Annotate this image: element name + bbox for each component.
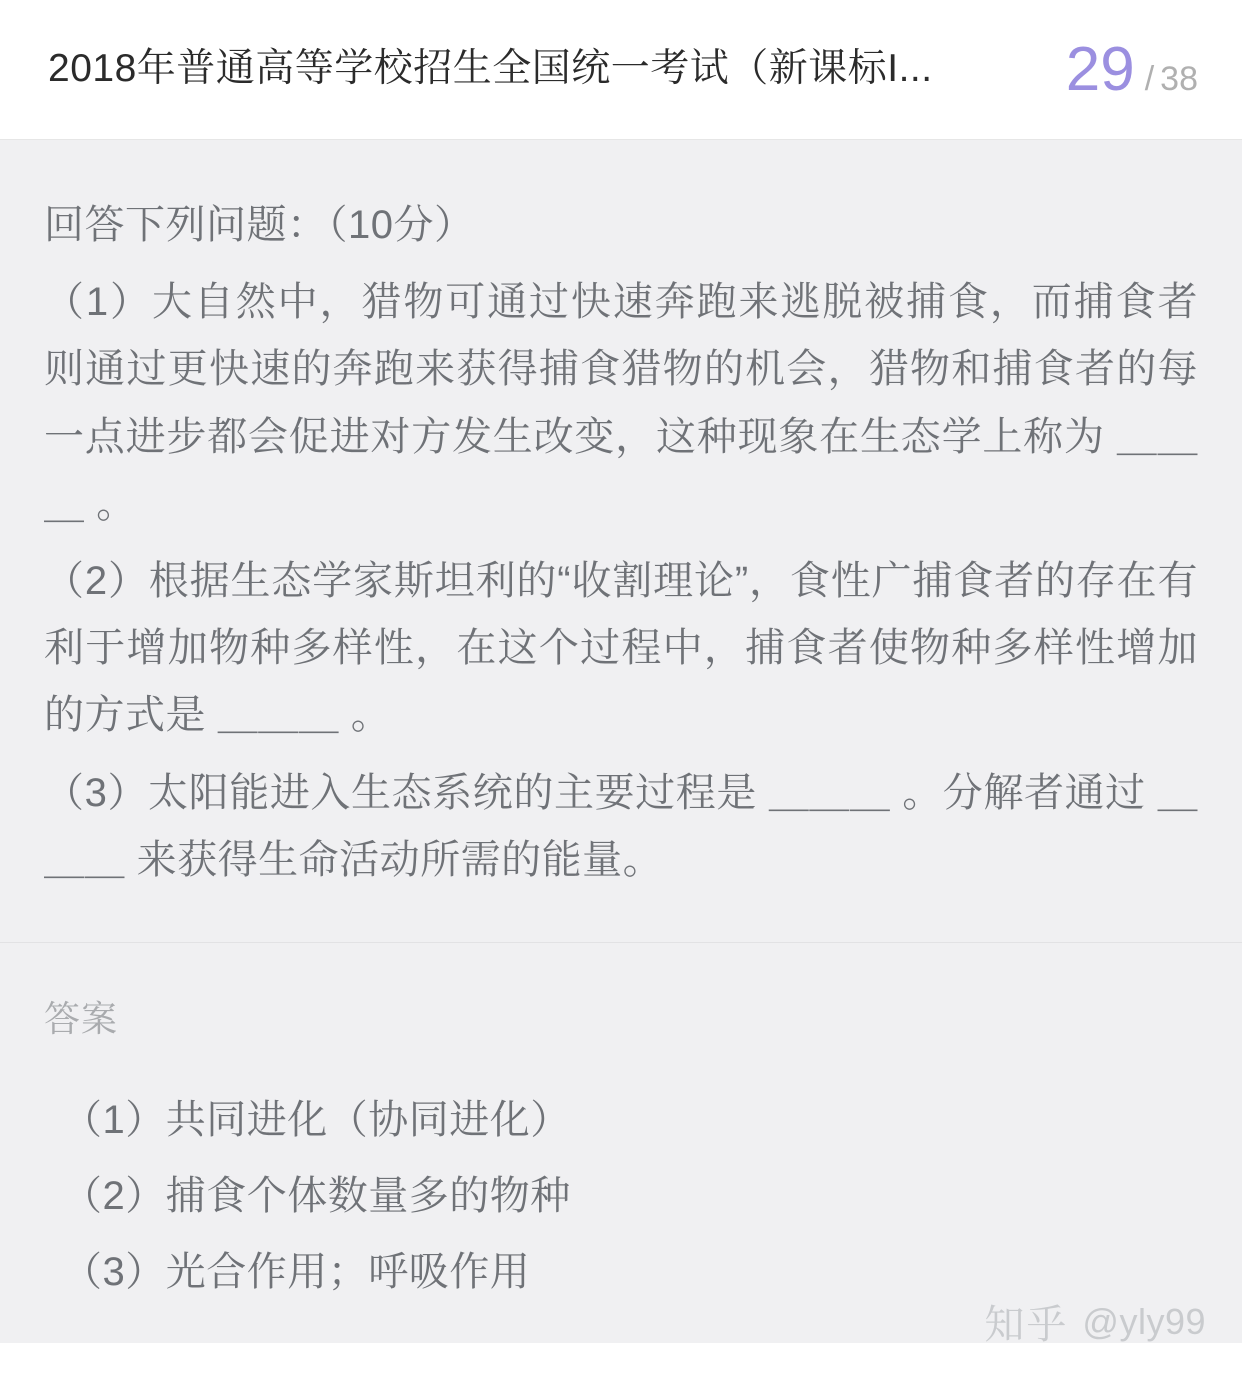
answer-item: （3）光合作用；呼吸作用 (62, 1249, 531, 1294)
page-indicator (1065, 34, 1198, 104)
watermark-username: @yly99 (1082, 1300, 1206, 1342)
page-current: 29 (1065, 34, 1135, 104)
app-header (0, 0, 1242, 140)
answer-item: （1）共同进化（协同进化） (62, 1097, 571, 1142)
page-total: 38 (1160, 59, 1198, 98)
answer-heading: 答案 (44, 997, 119, 1039)
answer-item: （2）捕食个体数量多的物种 (62, 1173, 571, 1218)
question-part-2: （2）根据生态学家斯坦利的“收割理论”，食性广捕食者的存在有利于增加物种多样性，在这个过程中，捕食者使物种多样性增加的方式是 ＿＿＿ 。 (44, 558, 1198, 738)
question-panel (0, 140, 1242, 943)
question-prompt: 回答下列问题：（10分） (44, 203, 475, 247)
page-title: 2018年普通高等学校招生全国统一考试（新课标I... (48, 47, 933, 91)
question-part-3: （3）太阳能进入生态系统的主要过程是 ＿＿＿ 。分解者通过 ＿＿＿ 来获得生命活动所需的能量。 (44, 770, 1198, 882)
question-part-1: （1）大自然中，猎物可通过快速奔跑来逃脱被捕食，而捕食者则通过更快速的奔跑来获得捕食猎物的机会，猎物和捕食者的每一点进步都会促进对方发生改变，这种现象在生态学上称为 ＿＿＿ 。 (44, 280, 1198, 526)
answer-panel (0, 943, 1242, 1343)
zhihu-logo: 知乎 (984, 1303, 1069, 1347)
page-separator: / (1144, 59, 1155, 98)
